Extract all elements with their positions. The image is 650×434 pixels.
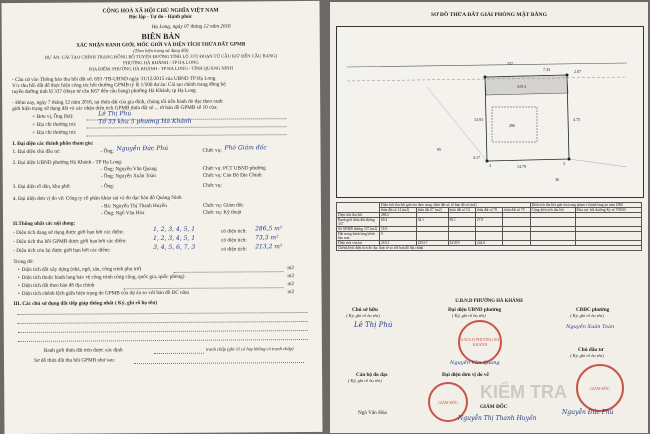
participant-3-label: 3. Đại diện tổ dân, khu phố: — [12, 183, 71, 191]
row-label: Diện tích còn lại — [337, 241, 380, 246]
doc-subtitle: XÁC NHẬN RANH GIỚI, MỐC GIỚI VÀ DIỆN TÍCH THỬA ĐẤT GPMB — [76, 41, 246, 49]
participant-1-role-label: Chức vụ: — [202, 147, 222, 154]
map-label-edge-bottom: 14.79 — [517, 164, 526, 169]
basis-line-3: tuyến đường tỉnh lộ 337 (đoạn từ cầu K67 đến cầu bang) phường Hà Khánh, tp Hạ Long — [12, 87, 196, 96]
area-1-value: 286,5 m² — [255, 225, 283, 233]
row-label: Ranh giới thửa đất đường 337 — [337, 218, 380, 227]
map-label-parcel: 286 — [509, 123, 515, 128]
surveyor-sign-title: Cán bộ đo đạc — [356, 372, 388, 378]
neighbor-line-1 — [427, 87, 487, 161]
point-2 — [566, 74, 569, 77]
land-minutes-page-2 — [330, 2, 648, 433]
point-3 — [568, 158, 571, 161]
map-label-point-4: 4 — [489, 163, 491, 168]
table-row — [337, 218, 642, 227]
ubnd-stamp — [458, 320, 502, 364]
table-note: Chênh lệch diện tích đo đạc thực tế so với bản đồ địa chính — [337, 246, 642, 251]
owner-sign-name: Lê Thị Phú — [354, 321, 393, 329]
detail-4-unit: m2 — [287, 289, 295, 296]
doc-note: (Theo hiện trạng sử dụng đất) — [133, 47, 189, 54]
trong-do: Trong đó: — [13, 258, 34, 266]
parcel-map-drawing — [337, 27, 643, 197]
area-1-label: có diện tích: — [221, 228, 247, 235]
area-1-text: - Diện tích đang sử dụng được giới hạn bởi các điểm: — [13, 229, 124, 237]
row-cell: 210.2 — [380, 241, 417, 246]
surveyor-name: Ngô Văn Hòa — [358, 410, 387, 416]
map-label-neighbor-2: 95 — [437, 147, 441, 152]
investor-stamp-text: GIÁM ĐỐC — [589, 385, 611, 391]
investor-sign-title: Chủ đầu tư — [578, 347, 604, 353]
row-label: Đất trong hành lang kênh bảo mat — [337, 232, 380, 241]
owner-sign-note: ( Ký, ghi rõ họ tên) — [346, 313, 380, 318]
participant-3-name-label: - Ông: — [100, 183, 115, 190]
row-cell: 3218.9 — [448, 241, 475, 246]
director-name: Nguyễn Thị Thanh Huyền — [458, 415, 537, 422]
investor-stamp — [576, 364, 624, 412]
survey-stamp-text: GIÁM ĐỐC — [437, 399, 459, 405]
table-col-3: thửa đất số 54 — [448, 208, 475, 213]
address-label: + Địa chỉ thường trú: — [32, 121, 77, 128]
owner-value: Lê Thị Phú — [98, 110, 132, 118]
participant-3-role-label: Chức vụ: — [202, 182, 222, 189]
surveyor-sign-note: ( Ký, ghi rõ họ tên) — [348, 378, 382, 383]
basis-line-1: - Căn cứ vào Thông báo thu hồi đất số: 693 /TB-UBND ngày 31/12/2015 của UBND TP Hạ Long — [12, 75, 216, 84]
area-1-points: 1, 2, 3, 4, 5, 1 — [153, 225, 196, 234]
row-cell: 286.5 — [380, 213, 417, 218]
owner-label: + Đơn vị, Ông (bà): — [32, 113, 74, 120]
table-col-6: Cộng diện tích thu hồi — [530, 208, 575, 213]
participant-2a: - Ông: Nguyễn Văn Quang — [100, 166, 157, 173]
boundary-text: Ranh giới thửa đất trên được xác định — [43, 347, 123, 354]
watermark: KIỂM TRA — [480, 382, 567, 402]
map-label-edge-left: 14.93 — [474, 117, 483, 122]
area-2-value: 73,3 m² — [255, 234, 279, 242]
detail-1: + Diện tích đất xây dựng (nhà, ngõ, sân, công trình phụ trợ) — [17, 266, 142, 274]
row-cell: 16.9 — [380, 227, 417, 232]
meeting-line-2: giới hiện trạng sử dụng đất và xác nhận diện tích GPMB thửa đất số ... tờ bản đồ GPMB số 10 của: — [12, 104, 218, 113]
detail-3: + Diện tích đất theo bản đồ địa chính — [17, 282, 95, 290]
area-2-label: có diện tích: — [221, 237, 247, 244]
road-line — [347, 63, 627, 67]
cbdc-sign-name: Nguyễn Xuân Toàn — [566, 324, 615, 330]
row-cell: 60.4 — [380, 218, 417, 227]
ubnd-sign-name: Nguyễn Văn Quang — [450, 360, 500, 366]
detail-2-unit: m2 — [287, 273, 295, 280]
doc-title: BIÊN BẢN — [141, 31, 180, 42]
project-line: DỰ ÁN: CẢI TẠO CHỈNH TRANG ĐÔNG BỘ TUYẾN ĐƯỜNG TỈNH LỘ 337( ĐOẠN TỪ CẦU K67 ĐẾN CẦU BANG) — [44, 53, 278, 60]
row-label: Diện tích thu hồi — [337, 213, 380, 218]
participant-2b-role: Chức vụ: Cán Bộ Địa Chính — [202, 172, 262, 179]
row-label: Số GPMB đường 337 (m2) — [337, 227, 380, 232]
area-2-points: 1, 2, 3, 4, 5, 1 — [153, 234, 196, 243]
participant-2b: - Ông: Nguyễn Xuân Toàn — [100, 173, 156, 180]
table-col-2: thửa đất 07 (m2) — [416, 208, 448, 213]
area-3-value: 213,2 m² — [255, 243, 283, 251]
participant-4b-role: Chức vụ: Kỹ thuật — [202, 209, 242, 216]
ward-line: PHƯỜNG HÀ KHÁNH - TP HẠ LONG — [123, 59, 199, 66]
parcel-map — [336, 26, 644, 198]
basis-line-2: V/v thu hồi đất để thực hiện công tác bồi thường GPMB tỷ lệ 1/500 dự án: Cải tạo chỉnh trang đồng bộ — [12, 81, 226, 90]
map-label-edge-right: 4.75 — [573, 117, 580, 122]
section-1-heading: I. Đại diện các thành phần tham gia: — [12, 140, 94, 148]
national-header: CỘNG HOÀ XÃ HỘI CHỦ NGHĨA VIỆT NAM — [102, 7, 219, 15]
map-label-point-3: 3 — [563, 161, 565, 166]
cbdc-sign-title: CBĐC phường — [576, 307, 610, 313]
temp-address-label: + Địa chỉ thường trú: — [32, 129, 77, 136]
detail-2: + Diện tích thuộc hành lang bảo vệ công trình công cộng, quốc gia, quốc phòng) — [17, 273, 185, 282]
director-title: GIÁM ĐỐC — [480, 404, 508, 410]
map-label-corner-left: 4.17 — [473, 155, 480, 160]
survey-unit-title: Đại diện đơn vị đo vẽ — [442, 372, 489, 378]
ubnd-sign-title: Đại diện UBND phường — [448, 307, 502, 313]
dispute-text: tranh chấp (ghi rõ có hay không có tranh chấp) — [205, 346, 294, 352]
table-col-5: thửa đất số 70 — [503, 208, 530, 213]
table-row — [337, 232, 642, 241]
map-title: SƠ ĐỒ THỬA ĐẤT GIẢI PHÓNG MẶT BẰNG — [431, 12, 547, 18]
row-cell: 90.1 — [448, 218, 475, 227]
ubnd-sign-note: ( Ký, ghi rõ họ tên) — [452, 313, 486, 318]
investor-sign-name: Nguyễn Đức Phú — [562, 409, 614, 416]
ubnd-stamp-text: U.B.N.D PHƯỜNG HÀ KHÁNH — [460, 337, 500, 347]
participant-2-label: 2. Đại diện UBND phường Hà Khánh - TP Hạ Long: — [12, 159, 123, 167]
row-cell: 2253.7 — [416, 241, 448, 246]
participant-4-label: 4. Đại diện đơn vị đo vẽ: Công ty cổ phần khảo sát và đo đạc bản đồ Quảng Ninh — [12, 194, 182, 203]
participant-2a-role: Chức vụ: PCT UBND phường — [202, 165, 266, 172]
participant-1-name: Nguyễn Đức Phú — [116, 144, 169, 153]
area-3-text: - Diện tích còn lại được giới hạn bởi các điểm: — [13, 247, 111, 255]
map-label-edge-top-right: 2.07 — [574, 69, 581, 74]
so-do-text: Sơ đồ thửa đất thu hồi GPMB như sau: — [33, 357, 116, 364]
section-2-heading: II.Thống nhất các nội dung: — [13, 220, 76, 228]
neighbor-line-2 — [569, 159, 627, 167]
detail-3-unit: m2 — [287, 281, 295, 288]
motto: Độc lập - Tự do - Hạnh phúc — [128, 13, 193, 21]
participant-4b: - Ông: Ngô Văn Hòa — [100, 210, 145, 217]
row-cell: 27.9 — [475, 218, 502, 227]
ubnd-heading: U.B.N.D PHƯỜNG HÀ KHÁNH — [455, 299, 523, 304]
map-label-road: 337 — [507, 61, 513, 66]
map-label-acquired: 319.3 — [517, 84, 526, 89]
table-col-7: Khu vực bồi thường Ký số V8000 — [575, 208, 642, 213]
investor-sign-note: ( Ký, ghi rõ họ tên) — [570, 353, 604, 358]
point-1 — [484, 76, 487, 79]
participant-4a: - Bà: Nguyễn Thị Thanh Huyền — [100, 202, 167, 210]
participant-1-label: 1. Đại diện chủ đầu tư: — [12, 148, 61, 156]
map-label-edge-top: 7.33 — [543, 67, 550, 72]
acquired-strip — [485, 75, 568, 95]
table-col-4: thửa đất số 70 — [475, 208, 502, 213]
area-3-points: 3, 4, 5, 6, 7, 3 — [153, 243, 196, 252]
row-cell: 0 — [380, 232, 417, 241]
cbdc-sign-note: ( Ký, ghi rõ họ tên) — [570, 313, 604, 318]
detail-4: + Diện tích chênh lệch giữa hiện trạng do GPMB của dự án so với bản đồ ĐC năm — [17, 289, 190, 298]
detail-1-unit: m2 — [287, 265, 295, 272]
location-line: ĐỊA ĐIỂM: PHƯỜNG HÀ KHÁNH - TP HẠ LONG - TỈNH QUẢNG NINH — [89, 65, 233, 72]
area-2-text: - Diện tích thu hồi GPMB được giới hạn bởi các điểm: — [13, 238, 127, 246]
address-value: Tổ 33 khu 5 phường Hà Khánh — [98, 117, 192, 126]
land-minutes-page-1 — [1, 1, 322, 434]
table-header-sub: Diện tích thu hồi giải tỏa trong phạm vi hành lang an toàn 2000 — [530, 203, 641, 208]
area-3-label: có diện tích: — [221, 246, 247, 253]
table-col-1: thửa đất số 14 (m2) — [380, 208, 417, 213]
participant-1-role: Phó Giám đốc — [224, 144, 267, 152]
area-table — [336, 202, 642, 251]
section-3-heading: III. Các chủ sử dụng đất tiếp giáp thống nhất ( Ký, ghi rõ họ tên) — [13, 300, 157, 308]
row-cell: 34.1 — [416, 218, 448, 227]
table-header-main: Diện tích thu hồi giải tỏa theo cung, thửa đất số, tờ bản đồ số (m2) — [380, 203, 531, 208]
row-cell: 244.6 — [475, 241, 502, 246]
place-date: Hạ Long, ngày 07 tháng 12 năm 2016 — [151, 23, 231, 31]
participant-1-name-label: - Ông: — [100, 148, 114, 155]
meeting-line-1: - Hôm nay, ngày 7 tháng 12 năm 2016, tại thửa đất của gia đình, chúng tôi tiến hành đo đạc theo ranh — [12, 98, 223, 107]
map-label-neighbor: 36 — [555, 177, 559, 182]
owner-sign-title: Chủ sở hữu — [352, 307, 378, 313]
participant-4a-role: Chức vụ: Giám đốc — [202, 202, 244, 209]
